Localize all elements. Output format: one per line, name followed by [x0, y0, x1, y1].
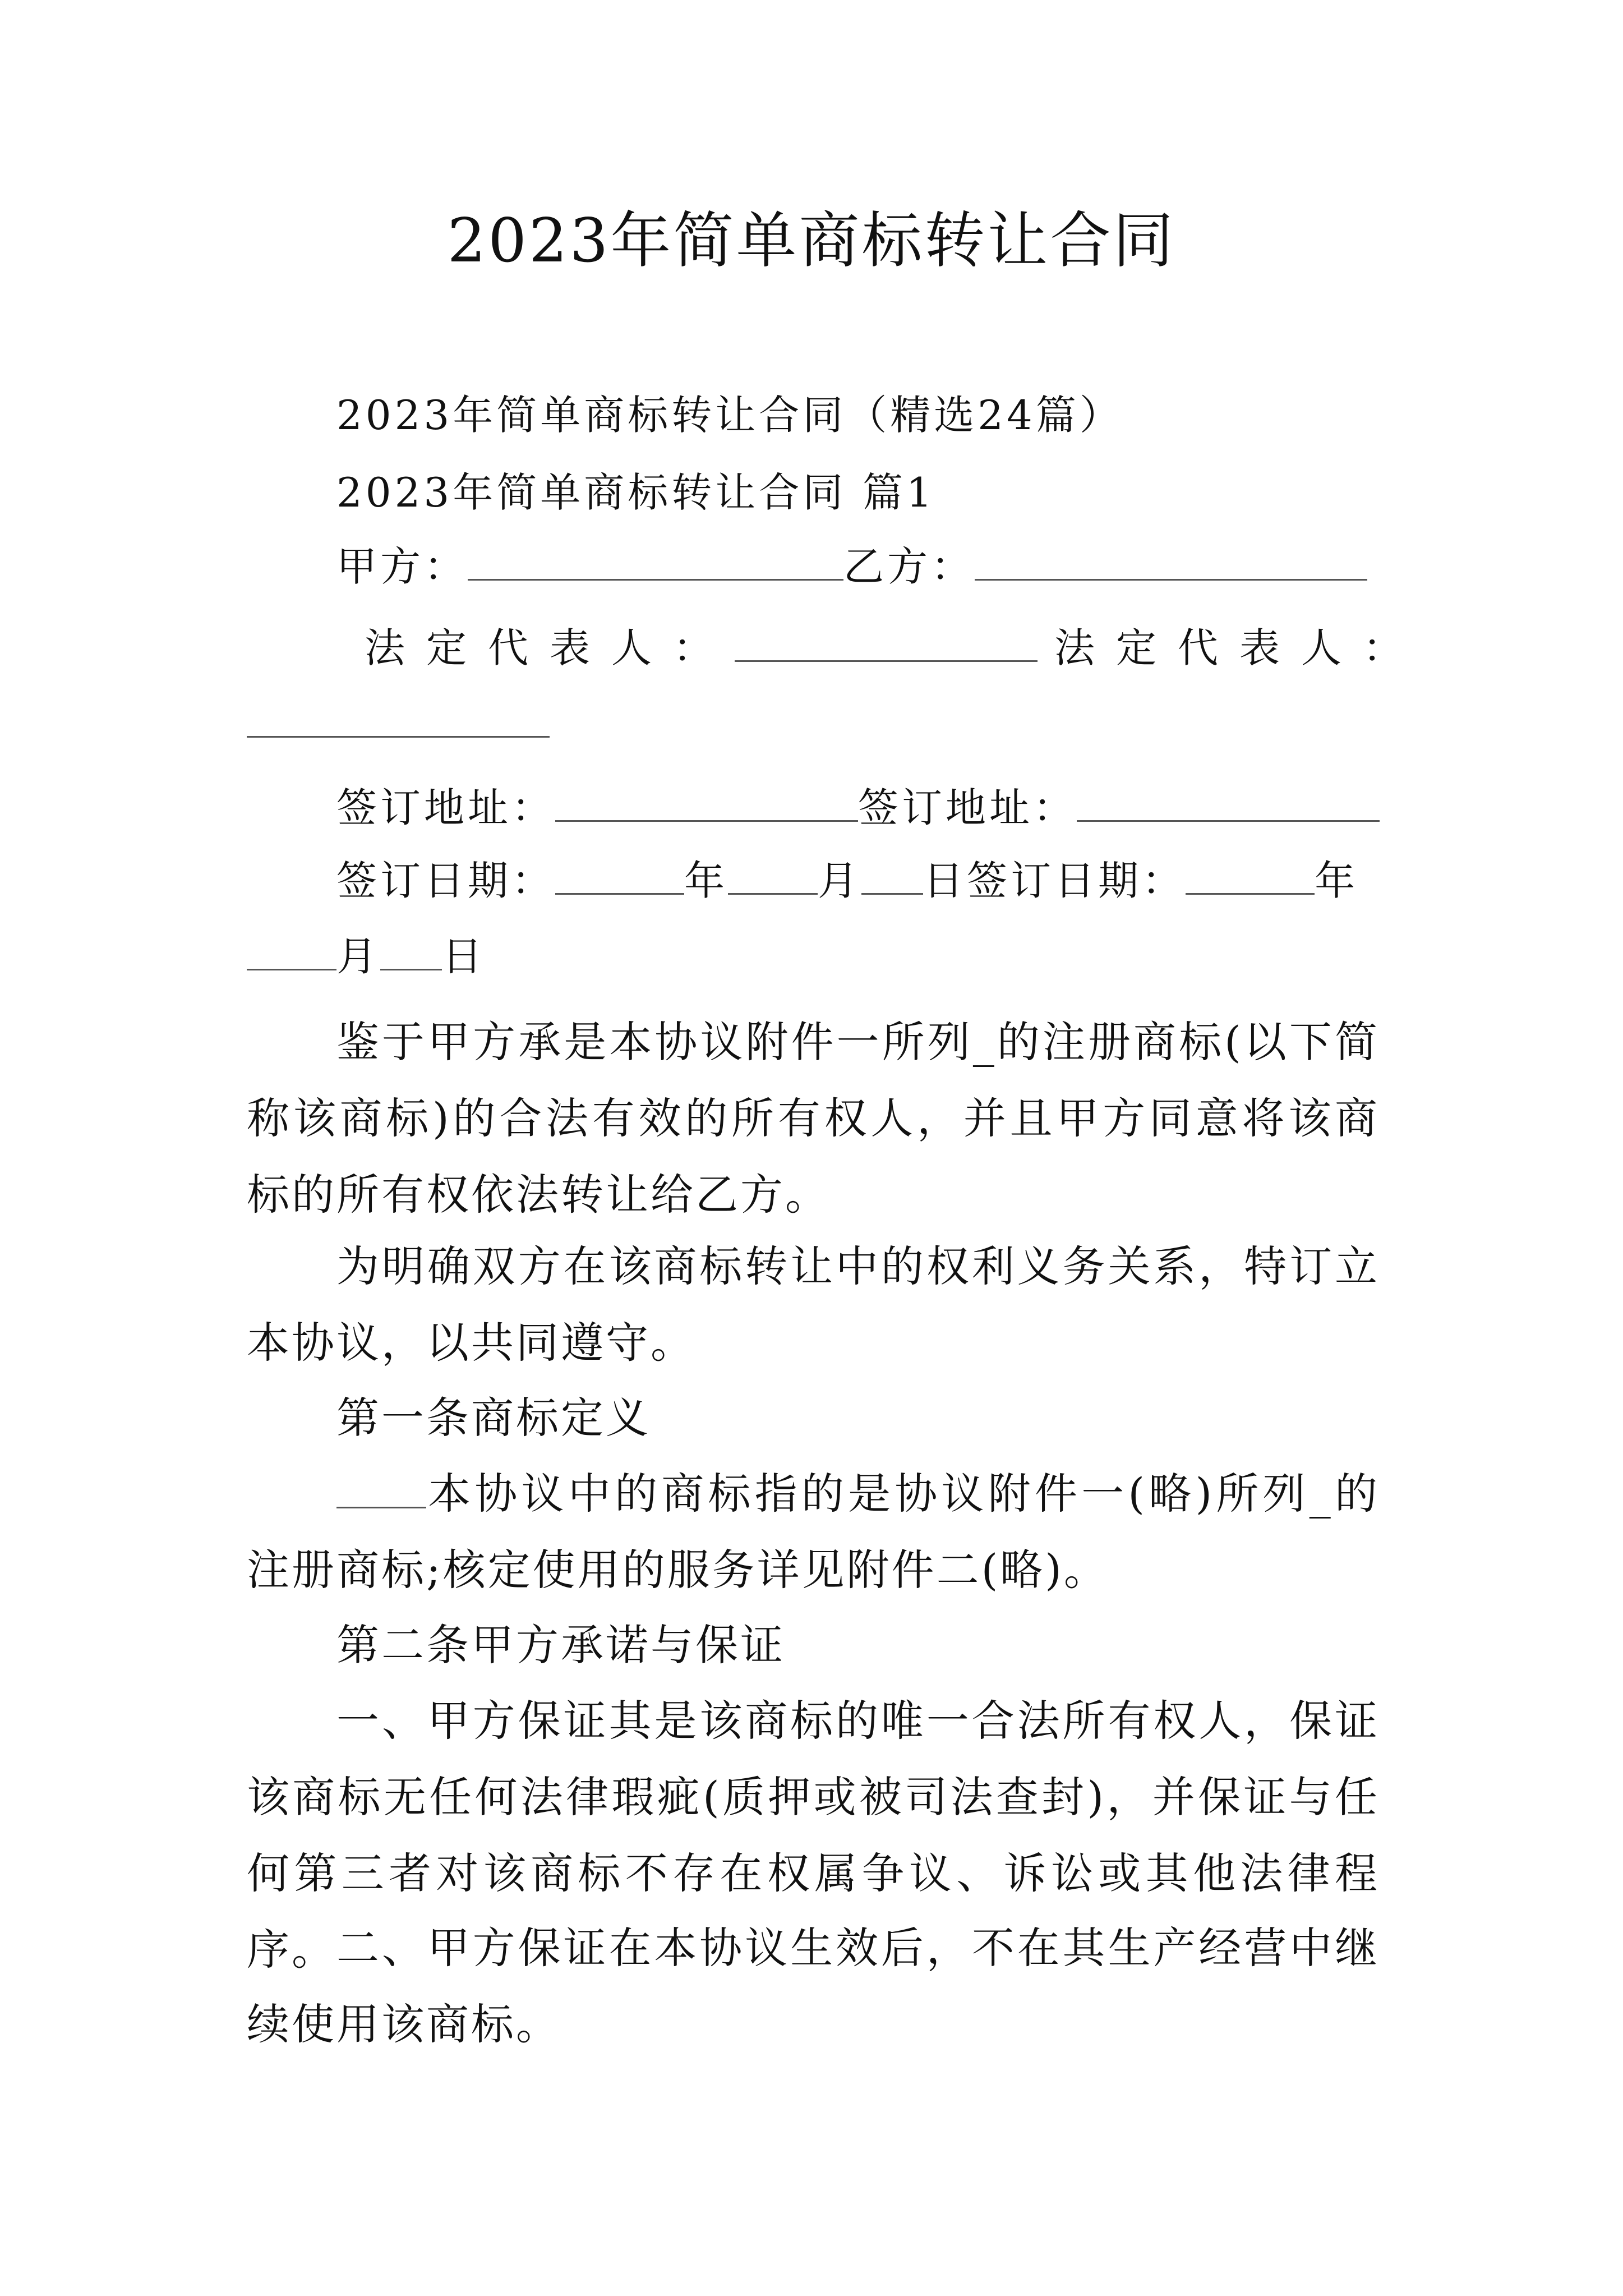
sign-date-a-month-blank[interactable]	[728, 854, 818, 895]
sign-address-line	[336, 780, 1380, 836]
article-2-heading: 第二条甲方承诺与保证	[336, 1620, 785, 1670]
sign-date-b-year-blank[interactable]	[1186, 854, 1315, 895]
article-2-item-2: 二、甲方保证在本协议生效后，不在其生产经营中继续使用该商标。	[247, 1923, 1380, 2049]
sign-date-a-year-label: 年	[684, 857, 728, 904]
rep-b-label: 法定代表人：	[1054, 624, 1425, 671]
recital-paragraph: 鉴于甲方承是本协议附件一所列_的注册商标(以下简称该商标)的合法有效的所有权人，并且甲方同意将该商标的所有权依法转让给乙方。	[247, 1017, 1380, 1220]
article-1-heading: 第一条商标定义	[336, 1393, 651, 1443]
sign-place-a-blank[interactable]	[555, 781, 858, 822]
sign-date-b-day-label: 日	[442, 933, 486, 980]
subtitle-collection: 2023年简单商标转让合同（精选24篇）	[336, 392, 1123, 439]
sign-date-b-label: 签订日期：	[967, 857, 1186, 904]
article-1-blank[interactable]	[336, 1467, 426, 1508]
sign-date-a-day-blank[interactable]	[861, 854, 923, 895]
rep-b-blank[interactable]	[247, 697, 550, 738]
sign-date-line	[336, 853, 1358, 909]
sign-date-a-day-label: 日	[923, 857, 967, 904]
sign-place-a-label: 签订地址：	[336, 784, 556, 831]
party-b-blank[interactable]	[975, 540, 1367, 581]
rep-b-blank-line	[247, 696, 550, 752]
sign-date-b-continued	[247, 928, 486, 984]
sign-date-a-year-blank[interactable]	[555, 854, 684, 895]
document-title: 2023年简单商标转让合同	[447, 206, 1176, 276]
article-2-item-1: 一、甲方保证其是该商标的唯一合法所有权人，保证该商标无任何法律瑕疵(质押或被司法查封)，并保证与任何第三者对该商标不存在权属争议、诉讼或其他法律程序。	[247, 1696, 1380, 1975]
sign-date-a-label: 签订日期：	[336, 857, 556, 904]
sign-date-b-month-label: 月	[336, 933, 381, 980]
subtitle-part: 2023年简单商标转让合同 篇1	[336, 469, 935, 516]
article-1-text-body: 本协议中的商标指的是协议附件一(略)所列_的注册商标;核定使用的服务详见附件二(略)。	[247, 1469, 1380, 1595]
party-b-label: 乙方：	[843, 543, 975, 590]
sign-place-b-blank[interactable]	[1077, 781, 1380, 822]
sign-date-b-month-blank[interactable]	[247, 930, 336, 970]
party-line	[336, 539, 1367, 595]
purpose-paragraph: 为明确双方在该商标转让中的权利义务关系，特订立本协议，以共同遵守。	[247, 1241, 1380, 1368]
party-a-blank[interactable]	[468, 540, 843, 581]
rep-a-blank[interactable]	[735, 621, 1038, 662]
sign-date-b-day-blank[interactable]	[380, 930, 442, 970]
rep-a-label: 法定代表人：	[365, 624, 735, 671]
party-a-label: 甲方：	[336, 543, 468, 590]
sign-date-b-year-label: 年	[1315, 857, 1359, 904]
sign-place-b-label: 签订地址：	[858, 784, 1077, 831]
representative-line	[365, 620, 1424, 676]
article-1-text	[247, 1456, 1380, 1608]
sign-date-a-month-label: 月	[818, 857, 862, 904]
